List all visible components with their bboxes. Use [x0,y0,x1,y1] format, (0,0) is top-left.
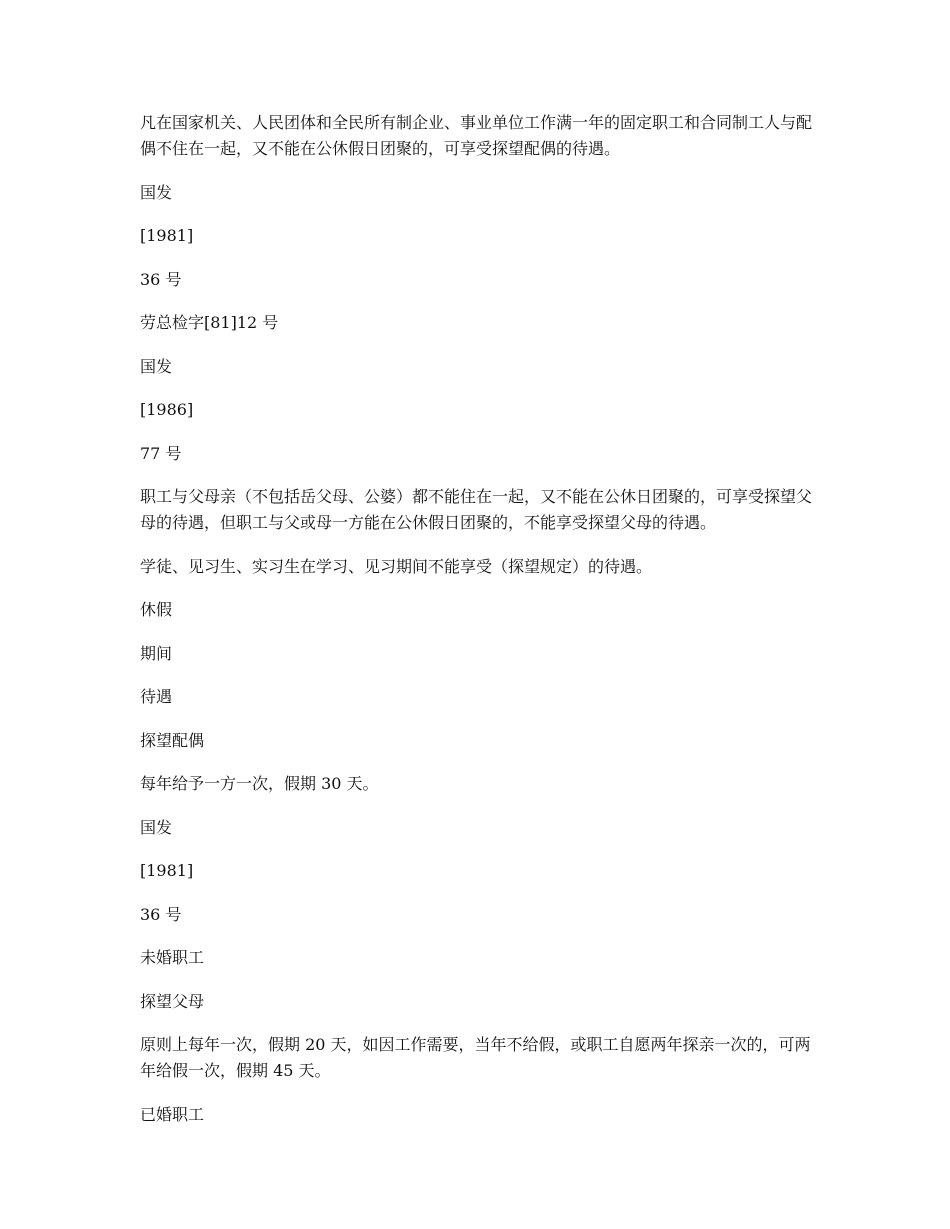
paragraph-parents-leave-rule: 原则上每年一次，假期 20 天，如因工作需要，当年不给假，或职工自愿两年探亲一次的，可两年给假一次，假期 45 天。 [140,1035,811,1080]
paragraph-ref-year: [1981] [140,226,194,245]
paragraph-ref-year: [1986] [140,400,194,419]
paragraph-eligibility-parents: 职工与父母亲（不包括岳父母、公婆）都不能住在一起，又不能在公休日团聚的，可享受探望父母的待遇，但职工与父或母一方能在公休假日团聚的，不能享受探望父母的待遇。 [140,487,813,532]
paragraph-spouse-leave-rule: 每年给予一方一次，假期 30 天。 [140,774,379,793]
paragraph-ref-number: 36 号 [140,269,182,289]
paragraph-exclusion-apprentices: 学徒、见习生、实习生在学习、见习期间不能享受（探望规定）的待遇。 [140,556,653,576]
document-page [140,110,815,1145]
paragraph-ref-laozongjian: 劳总检字[81]12 号 [140,313,279,332]
paragraph-ref-guofa: 国发 [140,817,173,837]
paragraph-ref-guofa: 国发 [140,182,173,202]
paragraph-header-leave: 休假 [140,600,173,619]
paragraph-ref-number: 77 号 [140,443,182,463]
paragraph-ref-guofa: 国发 [140,356,173,376]
paragraph-visit-spouse: 探望配偶 [140,730,205,750]
paragraph-visit-parents: 探望父母 [140,991,205,1011]
paragraph-ref-number: 36 号 [140,904,182,924]
paragraph-header-period: 期间 [140,643,173,663]
paragraph-eligibility-spouse: 凡在国家机关、人民团体和全民所有制企业、事业单位工作满一年的固定职工和合同制工人与配偶不住在一起，又不能在公休假日团聚的，可享受探望配偶的待遇。 [140,113,813,158]
paragraph-married-staff: 已婚职工 [140,1104,205,1124]
paragraph-unmarried-staff: 未婚职工 [140,948,205,967]
paragraph-header-treatment: 待遇 [140,687,173,706]
paragraph-ref-year: [1981] [140,861,194,880]
